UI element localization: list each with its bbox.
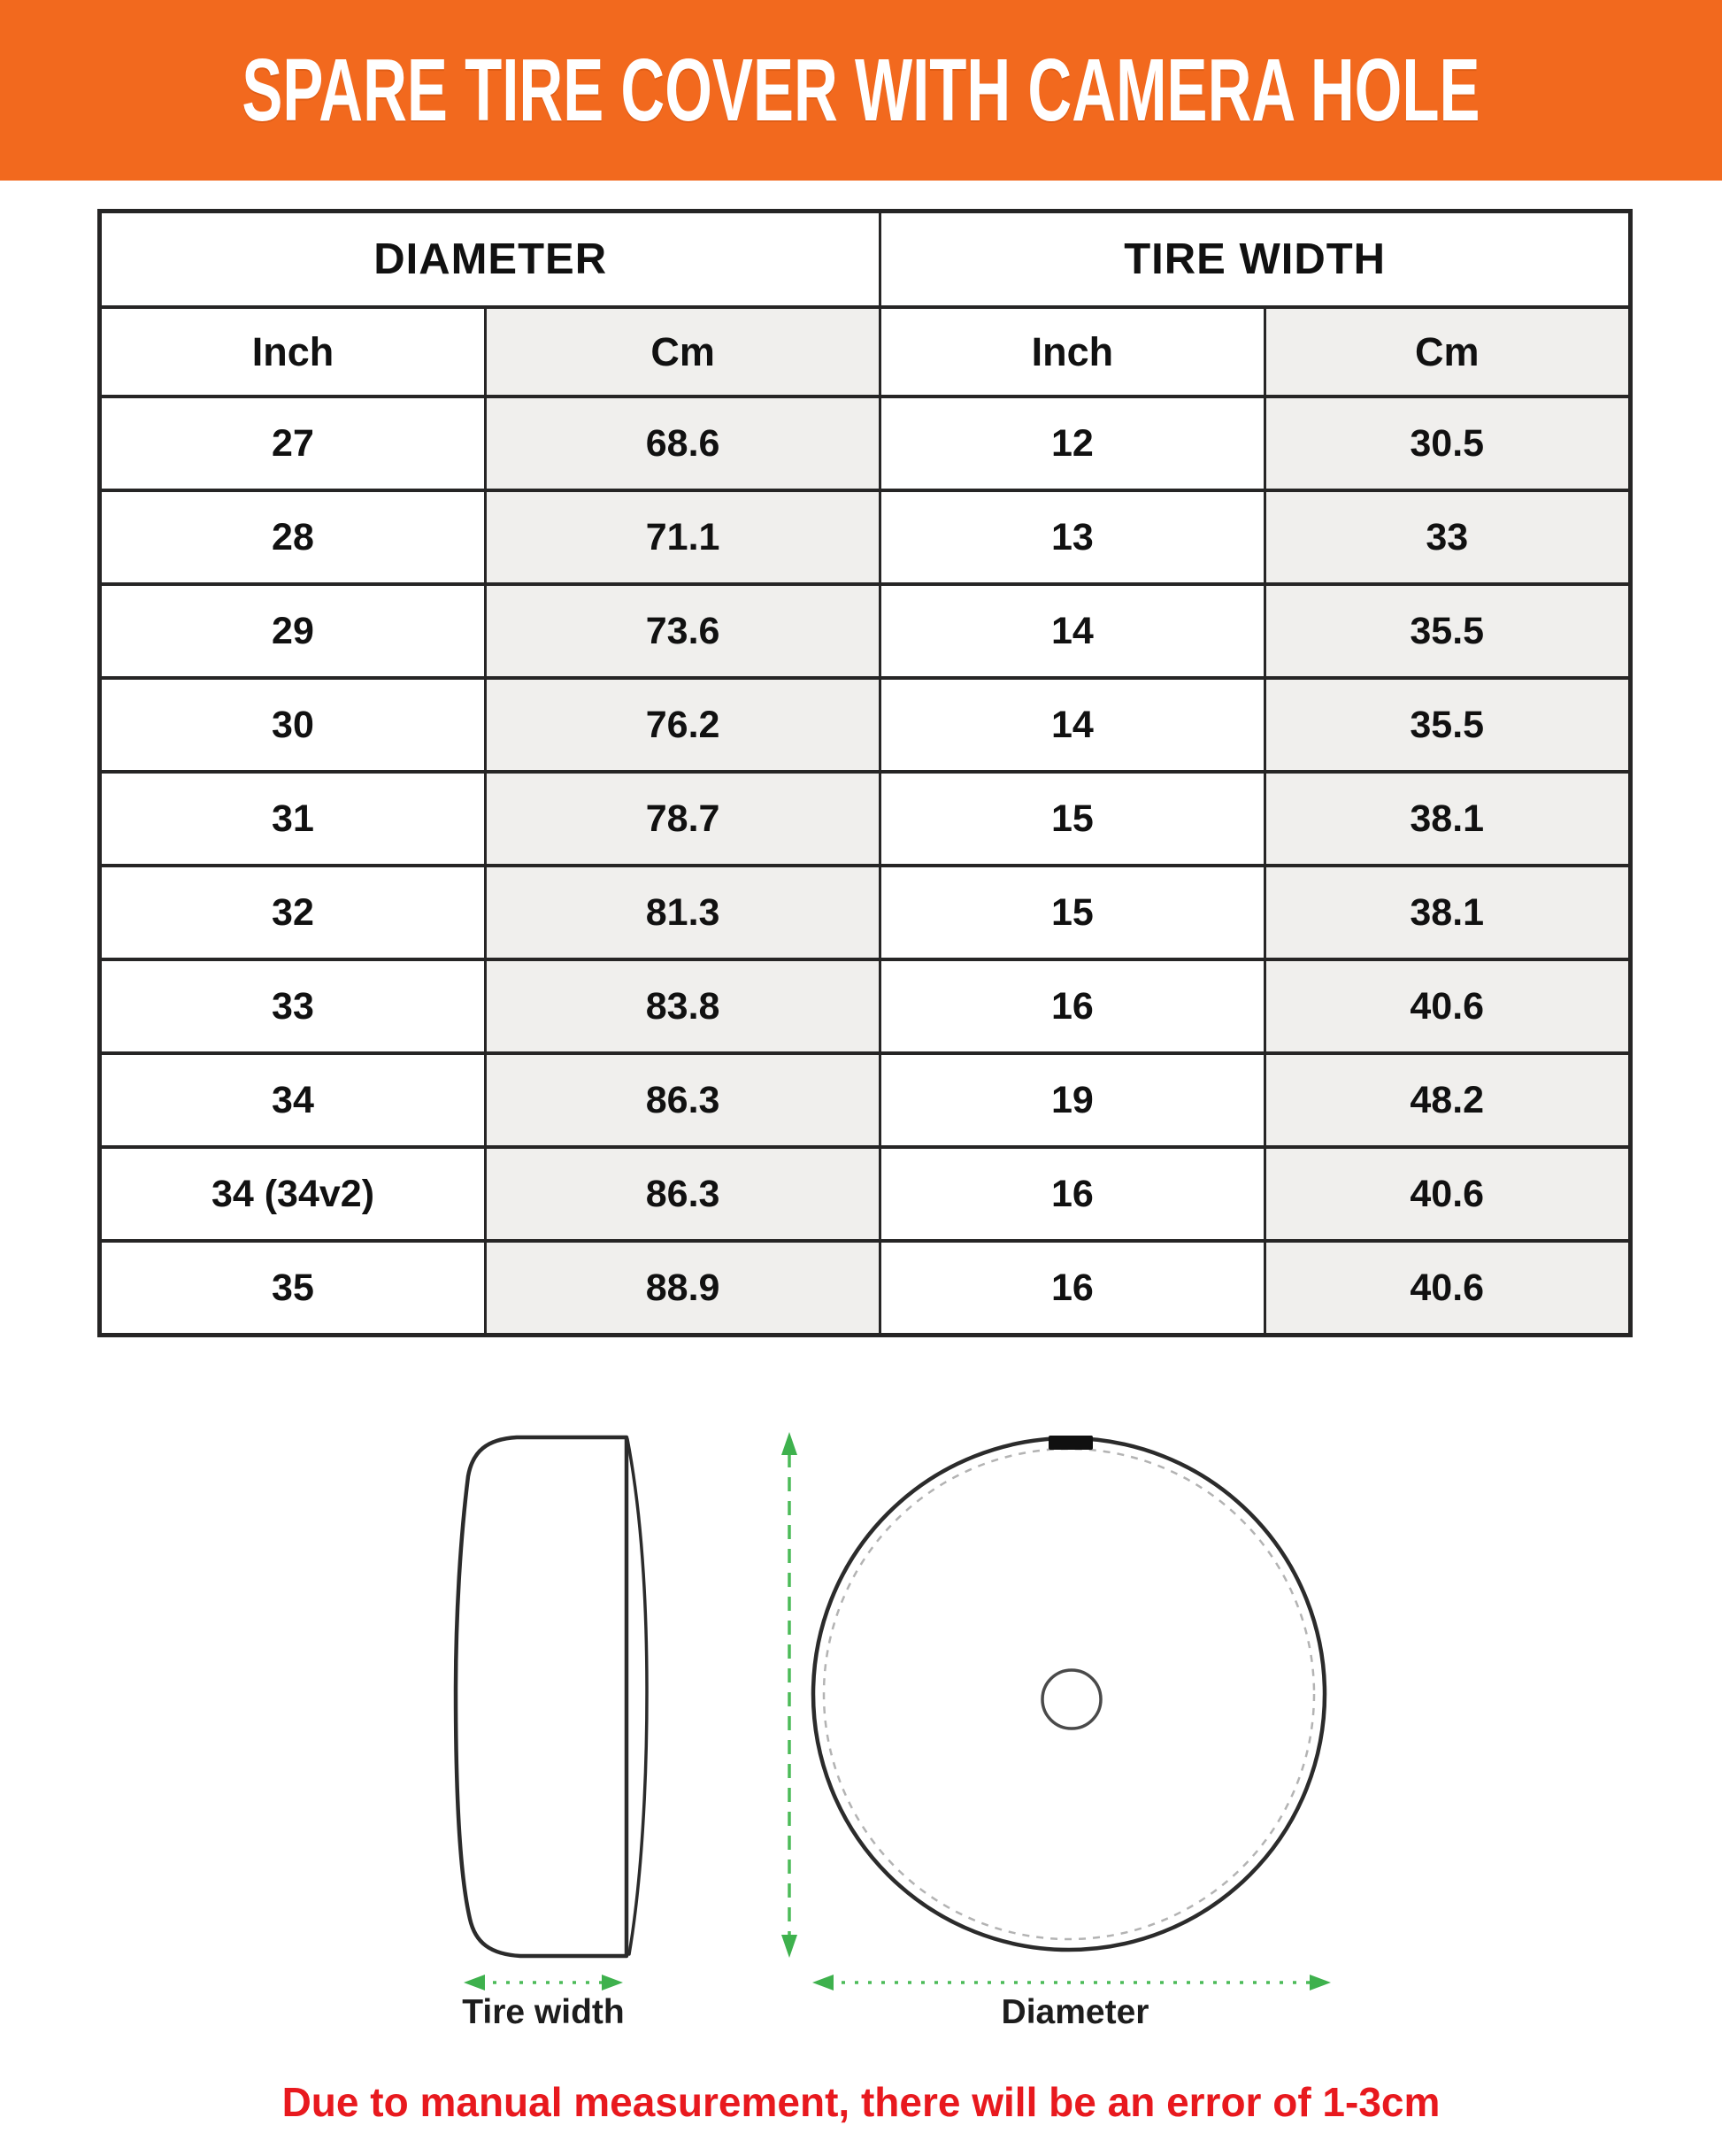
table-row xyxy=(100,866,1631,959)
title-banner xyxy=(0,0,1722,181)
arrow-up-head xyxy=(781,1432,797,1455)
cell-diameter-cm: 88.9 xyxy=(485,1241,880,1336)
cell-diameter-cm: 68.6 xyxy=(485,397,880,490)
cell-diameter-inch: 34 (34v2) xyxy=(100,1147,486,1241)
valve-notch xyxy=(1049,1436,1093,1450)
cell-diameter-cm: 86.3 xyxy=(485,1147,880,1241)
cell-diameter-cm: 73.6 xyxy=(485,584,880,678)
size-chart-table xyxy=(97,209,1633,1337)
tire-width-group-header: TIRE WIDTH xyxy=(880,212,1631,308)
cell-width-cm: 40.6 xyxy=(1265,1241,1631,1336)
cell-diameter-inch: 28 xyxy=(100,490,486,584)
tire-width-arrow xyxy=(464,1975,623,1990)
tire-side-rim-curve xyxy=(627,1439,647,1954)
cell-width-cm: 33 xyxy=(1265,490,1631,584)
table-group-header-row xyxy=(100,212,1631,308)
cell-diameter-inch: 31 xyxy=(100,772,486,866)
tire-front-view xyxy=(813,1436,1325,1950)
cell-diameter-cm: 86.3 xyxy=(485,1053,880,1147)
arrow-left-head xyxy=(464,1975,485,1990)
tire-width-inch-header: Inch xyxy=(880,307,1265,397)
cell-diameter-cm: 83.8 xyxy=(485,959,880,1053)
cell-diameter-inch: 35 xyxy=(100,1241,486,1336)
cell-width-cm: 40.6 xyxy=(1265,1147,1631,1241)
cell-width-inch: 19 xyxy=(880,1053,1265,1147)
arrow-down-head xyxy=(781,1935,797,1958)
arrow-right-head xyxy=(602,1975,623,1990)
table-row xyxy=(100,397,1631,490)
table-row xyxy=(100,584,1631,678)
cell-width-cm: 38.1 xyxy=(1265,866,1631,959)
tire-width-label: Tire width xyxy=(462,1993,625,2031)
diameter-vertical-arrow xyxy=(781,1432,797,1958)
diameter-inch-header: Inch xyxy=(100,307,486,397)
cell-width-inch: 15 xyxy=(880,772,1265,866)
cell-width-inch: 16 xyxy=(880,1241,1265,1336)
table-row xyxy=(100,959,1631,1053)
cell-width-inch: 15 xyxy=(880,866,1265,959)
cell-diameter-inch: 32 xyxy=(100,866,486,959)
cell-width-inch: 16 xyxy=(880,959,1265,1053)
cell-width-cm: 38.1 xyxy=(1265,772,1631,866)
cell-diameter-cm: 71.1 xyxy=(485,490,880,584)
cell-diameter-inch: 30 xyxy=(100,678,486,772)
cell-width-cm: 35.5 xyxy=(1265,584,1631,678)
cell-diameter-inch: 29 xyxy=(100,584,486,678)
table-row xyxy=(100,1147,1631,1241)
tire-side-view xyxy=(456,1437,647,1956)
cell-width-cm: 48.2 xyxy=(1265,1053,1631,1147)
cell-diameter-inch: 34 xyxy=(100,1053,486,1147)
camera-hole xyxy=(1042,1670,1101,1729)
cell-diameter-cm: 81.3 xyxy=(485,866,880,959)
cell-diameter-inch: 27 xyxy=(100,397,486,490)
diameter-cm-header: Cm xyxy=(485,307,880,397)
diameter-arrow xyxy=(812,1975,1331,1990)
diameter-group-header: DIAMETER xyxy=(100,212,880,308)
cell-width-inch: 12 xyxy=(880,397,1265,490)
cell-width-inch: 14 xyxy=(880,584,1265,678)
cell-width-inch: 16 xyxy=(880,1147,1265,1241)
cell-width-cm: 35.5 xyxy=(1265,678,1631,772)
tire-measurement-diagram xyxy=(0,1381,1722,2053)
table-row xyxy=(100,678,1631,772)
diameter-label: Diameter xyxy=(1001,1993,1149,2031)
tire-side-outline xyxy=(456,1437,627,1956)
table-row xyxy=(100,1241,1631,1336)
page-title: SPARE TIRE COVER WITH CAMERA HOLE xyxy=(242,40,1480,140)
cell-diameter-cm: 78.7 xyxy=(485,772,880,866)
cell-width-cm: 30.5 xyxy=(1265,397,1631,490)
measurement-error-note: Due to manual measurement, there will be an error of 1-3cm xyxy=(281,2079,1441,2125)
cell-diameter-cm: 76.2 xyxy=(485,678,880,772)
cell-width-inch: 14 xyxy=(880,678,1265,772)
table-row xyxy=(100,1053,1631,1147)
cell-width-inch: 13 xyxy=(880,490,1265,584)
cell-width-cm: 40.6 xyxy=(1265,959,1631,1053)
arrow-right-head xyxy=(1310,1975,1331,1990)
table-row xyxy=(100,490,1631,584)
arrow-left-head xyxy=(812,1975,834,1990)
tire-width-cm-header: Cm xyxy=(1265,307,1631,397)
table-row xyxy=(100,772,1631,866)
table-sub-header-row xyxy=(100,307,1631,397)
cell-diameter-inch: 33 xyxy=(100,959,486,1053)
